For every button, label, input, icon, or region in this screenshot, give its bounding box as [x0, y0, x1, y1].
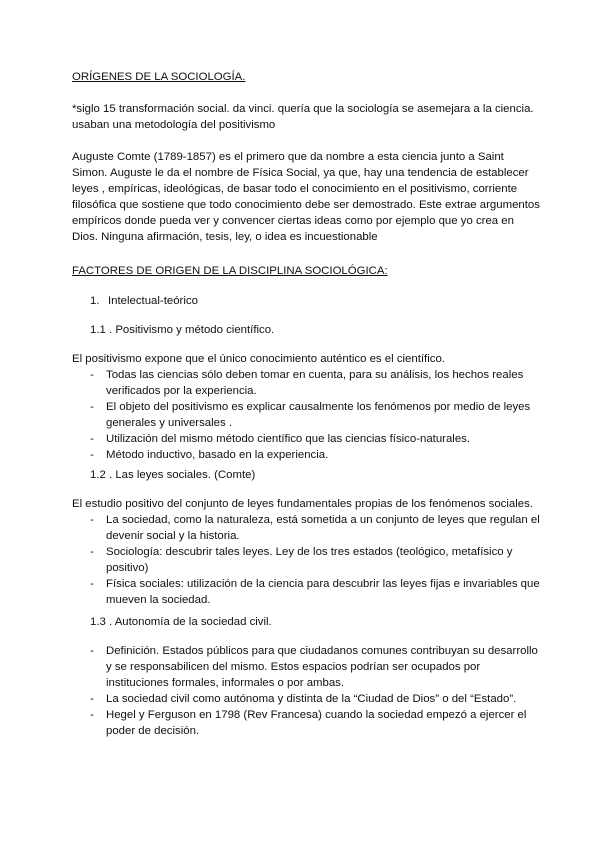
subheading-sociedad-civil: 1.3 . Autonomía de la sociedad civil.: [90, 616, 272, 628]
item-number: 1.: [90, 295, 100, 307]
paragraph-siglo-15: *siglo 15 transformación social. da vinci. quería que la sociología se asemejara a la ciencia. usaban una metodología del positivismo: [72, 103, 534, 131]
subheading-positivismo: 1.1 . Positivismo y método científico.: [90, 324, 275, 336]
list-item: - Sociología: descubrir tales leyes. Ley de los tres estados (teológico, metafísico y positivo): [90, 546, 513, 574]
paragraph-positivismo-intro: El positivismo expone que el único conocimiento auténtico es el científico.: [72, 353, 445, 365]
list-item: - Física sociales: utilización de la ciencia para descubrir las leyes fijas e invariables que mueven la sociedad.: [90, 578, 540, 606]
list-item: - El objeto del positivismo es explicar causalmente los fenómenos por medio de leyes generales y universales .: [90, 401, 531, 429]
item-label: Intelectual-teórico: [108, 295, 198, 307]
numbered-item-intelectual: [90, 293, 198, 309]
list-item: - Hegel y Ferguson en 1798 (Rev Francesa) cuando la sociedad empezó a ejercer el poder de decisión.: [90, 709, 527, 737]
list-item: - Todas las ciencias sólo deben tomar en cuenta, para su análisis, los hechos reales verificados por la experiencia.: [90, 369, 524, 397]
list-item: - Definición. Estados públicos para que ciudadanos comunes contribuyan su desarrollo y se responsabilicen del mismo. Estos espacios podrían ser ocupados por instituciones formales, informales o por ambas.: [90, 645, 538, 689]
bullet-list-leyes: [72, 512, 542, 608]
section-title-origenes: ORÍGENES DE LA SOCIOLOGÍA.: [72, 71, 246, 83]
paragraph-leyes-intro: El estudio positivo del conjunto de leyes fundamentales propias de los fenómenos sociales.: [72, 498, 533, 510]
list-item: - Método inductivo, basado en la experiencia.: [90, 449, 329, 461]
subheading-leyes-sociales: 1.2 . Las leyes sociales. (Comte): [90, 469, 256, 481]
list-item: - La sociedad, como la naturaleza, está sometida a un conjunto de leyes que regulan el devenir social y la historia.: [90, 514, 540, 542]
list-item: - Utilización del mismo método científico que las ciencias físico-naturales.: [90, 433, 471, 445]
bullet-list-positivismo: [72, 367, 542, 463]
paragraph-auguste-comte: Auguste Comte (1789-1857) es el primero que da nombre a esta ciencia junto a Saint Simon. Auguste le da el nombre de Física Social, ya que, hay una tendencia de establecer leyes , empíricas, ideológicas, de basar todo el conocimiento en el positivismo, corriente filosófica que sostiene que todo conocimiento debe ser demostrado. Este extrae argumentos empíricos donde pueda ver y convencer ciertas ideas como por ejemplo que yo crea en Dios. Ninguna afirmación, tesis, ley, o idea es incuestionable: [72, 151, 540, 243]
bullet-list-sociedad-civil: [72, 643, 542, 739]
list-item: - La sociedad civil como autónoma y distinta de la “Ciudad de Dios” o del “Estado”.: [90, 693, 517, 705]
section-title-factores: FACTORES DE ORIGEN DE LA DISCIPLINA SOCIOLÓGICA:: [72, 265, 388, 277]
